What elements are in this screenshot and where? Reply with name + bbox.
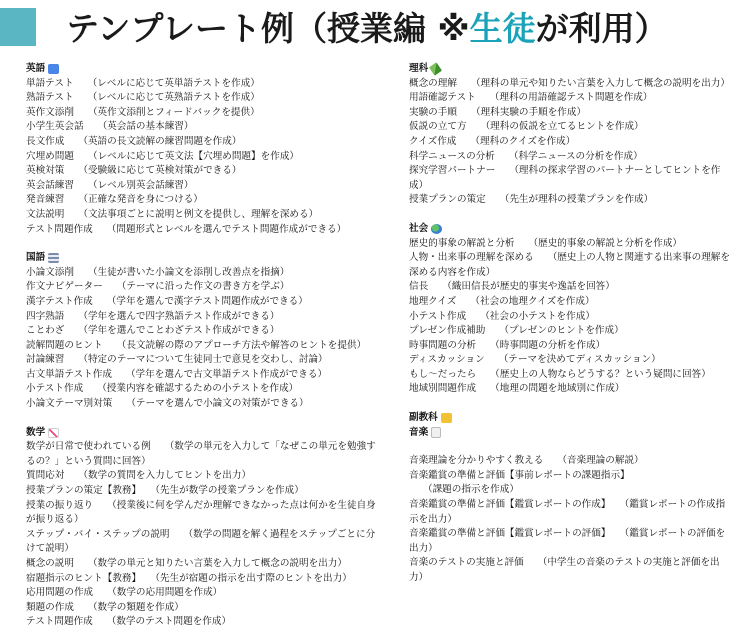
- list-item: [409, 77, 731, 92]
- item-name: ステップ・バイ・ステップの説明: [26, 528, 170, 540]
- item-description: （プレゼンのヒントを作成）: [499, 325, 624, 337]
- pencil-icon: [429, 63, 442, 76]
- item-description: （テーマを決めてディスカッション）: [498, 354, 661, 366]
- item-description: （学年を選んで四字熟語テスト作成ができる）: [78, 310, 280, 322]
- item-description: （レベルに応じて英文法【穴埋め問題】を作成）: [87, 150, 300, 162]
- item-description: （生徒が書いた小論文を添削し改善点を指摘）: [87, 266, 290, 278]
- section-heading-math: 数学: [26, 426, 376, 441]
- list-item: [409, 556, 731, 585]
- item-name: 類題の作成: [26, 601, 74, 613]
- abc-icon: [48, 64, 59, 74]
- right-column: [409, 62, 731, 600]
- list-item: [26, 179, 376, 194]
- item-name: 音楽理論を分かりやすく教える: [409, 455, 544, 467]
- item-name: 仮説の立て方: [409, 121, 467, 133]
- item-name: 穴埋め問題: [26, 150, 74, 162]
- section-heading-english: 英語: [26, 62, 376, 77]
- list-item: [26, 193, 376, 208]
- list-item: [26, 324, 376, 339]
- item-description: （テーマに沿った作文の書き方を学ぶ）: [116, 281, 290, 293]
- list-item: [26, 339, 376, 354]
- item-name: 英作文添削: [26, 106, 74, 118]
- section-heading-sub: 副教科: [409, 411, 731, 426]
- item-description: （テーマを選んで小論文の対策ができる）: [126, 398, 309, 410]
- item-name: 単語テスト: [26, 77, 74, 89]
- item-name: 質問応対: [26, 470, 65, 482]
- item-name: 英会話練習: [26, 179, 74, 191]
- list-item: [26, 223, 376, 238]
- item-description: （レベルに応じて英熟語テストを作成）: [87, 92, 260, 104]
- item-description: （理科の用語確認テスト問題を作成）: [489, 92, 653, 104]
- english-list: [26, 77, 376, 238]
- item-description: （社会の地理クイズを作成）: [470, 295, 595, 307]
- chart-icon: [48, 428, 59, 438]
- list-item: [26, 310, 376, 325]
- item-description: （学年を選んでことわざテスト作成ができる）: [78, 325, 280, 337]
- item-name: 数学が日常で使われている例: [26, 441, 151, 453]
- list-item: [26, 397, 376, 412]
- item-description: （数学の質問を入力してヒントを出力）: [78, 470, 252, 482]
- item-description: （特定のテーマについて生徒同士で意見を交わし、討論）: [78, 354, 328, 366]
- list-item: [26, 440, 376, 469]
- section-english: [26, 62, 376, 237]
- item-description: （数学の応用問題を作成）: [107, 587, 223, 599]
- item-description: （数学の問題を解く過程をステップごとに分けて説明）: [26, 528, 376, 555]
- item-description: （課題の指示を作成）: [423, 484, 519, 496]
- item-name: 音楽鑑賞の準備と評価【鑑賞レポートの評価】: [409, 528, 611, 540]
- item-name: 四字熟語: [26, 310, 65, 322]
- list-item: [409, 237, 731, 252]
- item-name: 地理クイズ: [409, 295, 457, 307]
- item-description: （先生が数学の授業プランを作成）: [155, 485, 304, 497]
- list-item: [409, 106, 731, 121]
- item-description: （歴史上の人物ならどうする？という疑問に回答）: [490, 368, 711, 380]
- item-name: 地域別問題作成: [409, 383, 477, 395]
- section-science: [409, 62, 731, 208]
- item-name: 古文単語テスト作成: [26, 368, 112, 380]
- list-item: [26, 368, 376, 383]
- japanese-list: [26, 266, 376, 412]
- section-heading-science: 理科: [409, 62, 731, 77]
- item-name: 音楽鑑賞の準備と評価【事前レポートの課題指示】: [409, 469, 630, 481]
- list-item: [26, 135, 376, 150]
- item-name: 熟語テスト: [26, 92, 74, 104]
- item-name: 時事問題の分析: [409, 339, 477, 351]
- list-item: [409, 368, 731, 383]
- title-main: テンプレート例（授業編 ※: [66, 9, 470, 48]
- list-item: [26, 120, 376, 135]
- item-name: クイズ作成: [409, 135, 457, 147]
- item-name: 小学生英会話: [26, 121, 84, 133]
- item-description: （数学の単元を入力して「なぜこの単元を勉強するの？」という質問に回答）: [26, 441, 376, 467]
- list-item: [26, 353, 376, 368]
- list-item: [26, 382, 376, 397]
- list-item: [26, 528, 376, 557]
- list-item: [409, 91, 731, 106]
- globe-icon: [431, 224, 442, 234]
- item-description: （問題形式とレベルを選んでテスト問題作成ができる）: [106, 223, 347, 235]
- item-name: 文法説明: [26, 208, 65, 220]
- item-name: 作文ナビゲーター: [26, 281, 103, 293]
- list-item: [409, 469, 731, 498]
- list-item: [409, 120, 731, 135]
- item-description: （レベルに応じて英単語テストを作成）: [87, 77, 260, 89]
- item-name: 概念の理解: [409, 77, 457, 89]
- item-description: （時事問題の分析を作成）: [490, 339, 606, 351]
- section-japanese: [26, 251, 376, 412]
- list-item: [26, 280, 376, 295]
- list-item: [26, 295, 376, 310]
- item-description: （授業内容を確認するための小テストを作成）: [97, 383, 299, 395]
- item-description: （中学生の音楽のテストの実施と評価を出力）: [409, 557, 720, 583]
- list-item: [26, 469, 376, 484]
- item-description: （受験級に応じて英検対策ができる）: [78, 165, 242, 177]
- item-description: （理科の探求学習のパートナーとしてヒントを作成）: [409, 165, 721, 191]
- section-sub: [409, 411, 731, 586]
- item-name: 応用問題の作成: [26, 587, 94, 599]
- item-name: 授業プランの策定: [409, 194, 486, 206]
- item-description: （先生が理科の授業プランを作成）: [499, 194, 654, 206]
- item-name: 人物・出来事の理解を深める: [409, 252, 534, 264]
- item-description: （鑑賞レポートの作成指示を出力）: [409, 499, 726, 525]
- item-name: 授業の振り返り: [26, 499, 94, 511]
- item-name: テスト問題作成: [26, 223, 93, 235]
- item-description: （正確な発音を身につける）: [78, 194, 203, 206]
- section-math: [26, 426, 376, 630]
- item-description: （歴史的事象の解説と分析を作成）: [528, 237, 683, 249]
- item-description: （理科実験の手順を作成）: [470, 106, 587, 118]
- item-description: （英作文添削とフィードバックを提供）: [87, 106, 260, 118]
- list-item: [409, 193, 731, 208]
- section-heading-japanese: 国語: [26, 251, 376, 266]
- item-description: （英会話の基本練習）: [97, 121, 194, 133]
- item-name: ディスカッション: [409, 354, 485, 366]
- item-description: （授業後に何を学んだか理解できなかった点は何かを生徒自身が振り返る）: [26, 499, 376, 526]
- list-item: [26, 586, 376, 601]
- item-name: 信長: [409, 281, 429, 293]
- list-item: [409, 498, 731, 527]
- item-description: （文法事項ごとに説明と例文を提供し、理解を深める）: [78, 208, 319, 220]
- list-item: [26, 208, 376, 223]
- list-item: [409, 135, 731, 150]
- social-list: [409, 237, 731, 398]
- item-description: （理科の単元や知りたい言葉を入力して概念の説明を出力）: [470, 77, 730, 89]
- item-description: （音楽理論の解説）: [557, 455, 644, 467]
- list-item: [409, 527, 731, 556]
- list-item: [26, 164, 376, 179]
- item-description: （学年を選んで古文単語テスト作成ができる）: [125, 368, 328, 380]
- science-list: [409, 77, 731, 208]
- item-description: （数学のテスト問題を作成）: [106, 616, 232, 628]
- item-name: 発音練習: [26, 194, 65, 206]
- item-name: 用語確認テスト: [409, 92, 476, 104]
- item-name: もし〜だったら: [409, 368, 477, 380]
- item-name: 宿題指示のヒント【教務】: [26, 572, 142, 584]
- title-tail: が利用）: [535, 9, 668, 48]
- item-description: （理科のクイズを作成）: [470, 135, 576, 147]
- list-item: [409, 295, 731, 310]
- item-description: （数学の類題を作成）: [87, 601, 184, 613]
- page-title: [66, 3, 668, 50]
- item-name: ことわざ: [26, 325, 65, 337]
- item-name: 探究学習パートナー: [409, 165, 496, 177]
- list-item: [409, 164, 731, 193]
- item-description: （社会の小テストを作成）: [480, 310, 595, 322]
- music-list: [409, 454, 731, 585]
- music-sheet-icon: [431, 427, 441, 438]
- item-name: 科学ニュースの分析: [409, 150, 495, 162]
- list-item: [26, 484, 376, 499]
- list-item: [26, 77, 376, 92]
- item-description: （鑑賞レポートの評価を出力）: [409, 528, 726, 554]
- item-description: （学年を選んで漢字テスト問題作成ができる）: [106, 295, 308, 307]
- item-name: 授業プランの策定【教務】: [26, 485, 142, 497]
- item-name: 読解問題のヒント: [26, 339, 103, 351]
- list-item: [409, 382, 731, 397]
- item-description: （理科の仮説を立てるヒントを作成）: [480, 121, 644, 133]
- item-description: （先生が宿題の指示を出す際のヒントを出力）: [155, 572, 352, 584]
- item-description: （英語の長文読解の練習問題を作成）: [78, 135, 242, 147]
- left-column: [26, 62, 376, 644]
- list-item: [26, 572, 376, 587]
- item-name: 漢字テスト作成: [26, 295, 93, 307]
- section-heading-social: 社会: [409, 222, 731, 237]
- list-item: [409, 150, 731, 165]
- item-description: （織田信長が歴史的事実や逸話を回答）: [442, 281, 615, 293]
- list-item: [26, 499, 376, 528]
- list-item: [409, 353, 731, 368]
- list-item: [409, 339, 731, 354]
- list-item: [409, 454, 731, 469]
- item-name: 小論文添削: [26, 266, 74, 278]
- item-name: 小テスト作成: [409, 310, 467, 322]
- item-description: （数学の単元と知りたい言葉を入力して概念の説明を出力）: [87, 558, 347, 569]
- list-item: [26, 557, 376, 572]
- list-item: [26, 150, 376, 165]
- item-description: （長文読解の際のアプローチ方法や解答のヒントを提供）: [116, 339, 367, 351]
- item-name: 英検対策: [26, 165, 65, 177]
- item-name: 音楽のテストの実施と評価: [409, 557, 524, 569]
- list-item: [26, 266, 376, 281]
- item-name: 実験の手順: [409, 106, 457, 118]
- list-item: [409, 324, 731, 339]
- item-description: （科学ニュースの分析を作成）: [508, 150, 643, 162]
- list-item: [409, 251, 731, 280]
- item-description: （歴史上の人物と関連する出来事の理解を深める内容を作成）: [409, 252, 730, 278]
- item-description: （レベル別英会話練習）: [87, 179, 194, 191]
- list-item: [409, 280, 731, 295]
- item-name: 長文作成: [26, 135, 65, 147]
- item-name: 音楽鑑賞の準備と評価【鑑賞レポートの作成】: [409, 499, 611, 511]
- list-item: [26, 91, 376, 106]
- item-name: 歴史的事象の解説と分析: [409, 237, 515, 249]
- notebook-icon: [48, 253, 59, 263]
- item-name: 小テスト作成: [26, 383, 84, 395]
- folder-icon: [441, 413, 452, 423]
- item-name: 小論文テーマ別対策: [26, 398, 113, 410]
- list-item: [26, 106, 376, 121]
- item-name: 討論練習: [26, 354, 65, 366]
- item-description: （地理の問題を地域別に作成）: [490, 383, 625, 395]
- list-item: [26, 601, 376, 616]
- item-name: プレゼン作成補助: [409, 325, 486, 337]
- section-social: [409, 222, 731, 397]
- list-item: [409, 310, 731, 325]
- math-list: [26, 440, 376, 630]
- section-heading-music: 音楽: [409, 426, 731, 441]
- item-name: テスト問題作成: [26, 616, 93, 628]
- title-highlight: 生徒: [469, 9, 536, 48]
- list-item: [26, 615, 376, 630]
- title-accent-bar: [0, 8, 36, 46]
- item-name: 概念の説明: [26, 558, 74, 569]
